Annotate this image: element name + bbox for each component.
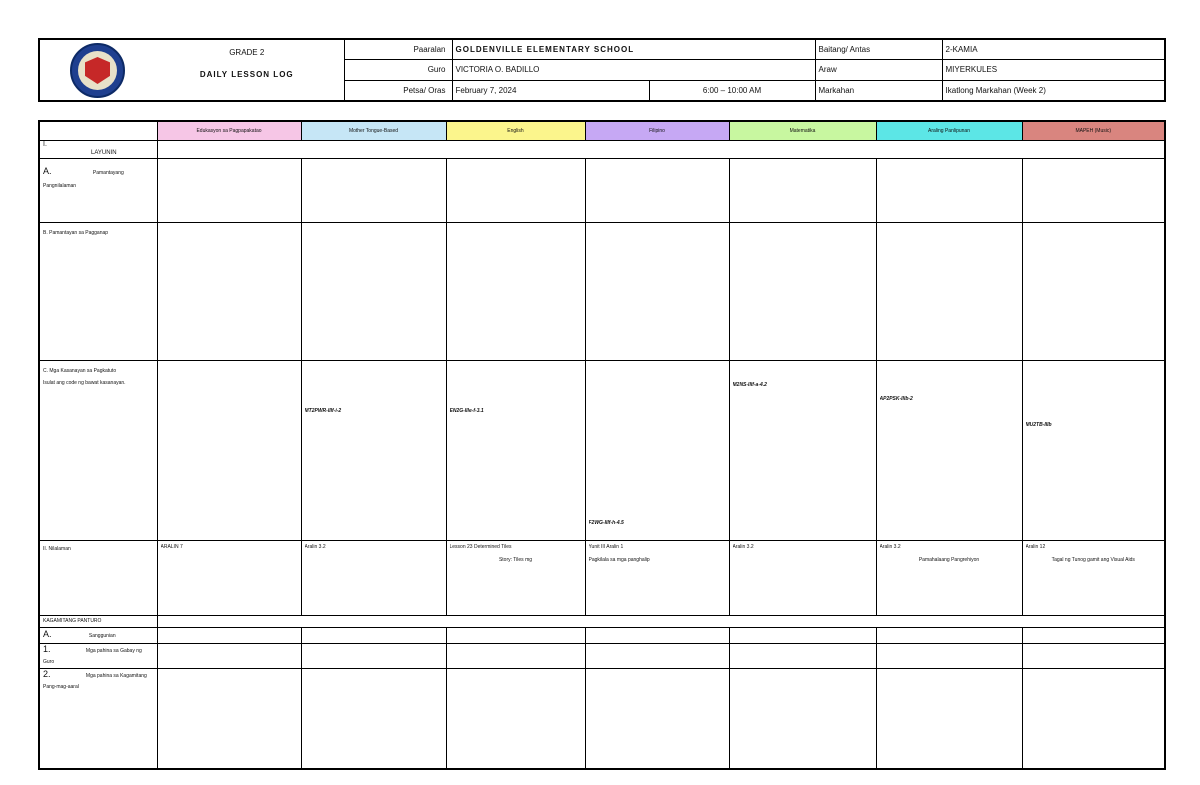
- cell-ap-c: [876, 361, 1022, 541]
- markahan-label: Markahan: [815, 80, 942, 101]
- layunin-heading: LAYUNIN: [91, 150, 117, 156]
- cell-mapeh-a: [1022, 159, 1165, 223]
- subject-english: English: [446, 121, 585, 141]
- baitang-label: Baitang/ Antas: [815, 39, 942, 60]
- cell-mtb-d: [301, 541, 446, 616]
- markahan-value: Ikatlong Markahan (Week 2): [942, 80, 1165, 101]
- cell-esp-b: [157, 223, 301, 361]
- cell-esp-c: [157, 361, 301, 541]
- cell-ap-a: [876, 159, 1022, 223]
- row-gabay-guro: [39, 644, 1165, 669]
- code-english: EN2G-IIIe-f-3.1: [449, 408, 484, 414]
- nilalaman-math-1: Aralin 3.2: [732, 544, 754, 550]
- cell-math-b: [729, 223, 876, 361]
- header-logo-cell: [39, 39, 344, 101]
- cell-mtb-b: [301, 223, 446, 361]
- gabay-num: 1.: [43, 644, 51, 654]
- cell-ap-d: [876, 541, 1022, 616]
- nilalaman-english-2: Story: Tiles mg: [498, 557, 533, 563]
- row-a-letter: A.: [43, 166, 52, 176]
- section-one-num: I.: [43, 141, 47, 148]
- grade-label: GRADE 2: [229, 48, 265, 57]
- cell-filipino-a: [585, 159, 729, 223]
- gabay-label: Mga pahina sa Gabay ng Guro: [43, 648, 142, 665]
- nilalaman-filipino-1: Yunit III Aralin 1: [588, 544, 624, 550]
- subject-esp: Edukasyon sa Pagpapakatao: [157, 121, 301, 141]
- code-mapeh: MU2TB-IIIb: [1025, 422, 1052, 428]
- cell-esp-d: [157, 541, 301, 616]
- cell-english-c: [446, 361, 585, 541]
- cell-math-c: [729, 361, 876, 541]
- cell-filipino-d: [585, 541, 729, 616]
- cell-mapeh-d: [1022, 541, 1165, 616]
- code-filipino: F2WG-IIIf-h-4.5: [588, 520, 624, 526]
- cell-mapeh-c: [1022, 361, 1165, 541]
- row-sanggunian: [39, 628, 1165, 644]
- araw-label: Araw: [815, 60, 942, 80]
- cell-filipino-b: [585, 223, 729, 361]
- subject-math: Matematika: [729, 121, 876, 141]
- baitang-value: 2-KAMIA: [942, 39, 1165, 60]
- subject-header-row: [39, 121, 1165, 141]
- doc-title: DAILY LESSON LOG: [199, 70, 294, 79]
- row-d-title: II. Nilalaman: [39, 541, 157, 616]
- cell-mapeh-b: [1022, 223, 1165, 361]
- cell-ap-b: [876, 223, 1022, 361]
- araw-value: MIYERKULES: [942, 60, 1165, 80]
- nilalaman-ap-1: Aralin 3.2: [879, 544, 901, 550]
- row-nilalaman: [39, 541, 1165, 616]
- nilalaman-filipino-2: Pagkilala sa mga panghalip: [588, 557, 650, 563]
- oras-value: 6:00 – 10:00 AM: [649, 80, 815, 101]
- lesson-table: [38, 120, 1166, 770]
- guro-value: VICTORIA O. BADILLO: [452, 60, 815, 80]
- row-pamantayang-pangnilalaman: [39, 159, 1165, 223]
- nilalaman-esp-1: ARALIN 7: [160, 544, 183, 550]
- cell-filipino-c: [585, 361, 729, 541]
- subject-mapeh: MAPEH (Music): [1022, 121, 1165, 141]
- cell-math-a: [729, 159, 876, 223]
- nilalaman-english-1: Lesson 23 Determined Tiles: [449, 544, 512, 550]
- cell-english-d: [446, 541, 585, 616]
- petsa-value: February 7, 2024: [452, 80, 649, 101]
- paaralan-value: GOLDENVILLE ELEMENTARY SCHOOL: [452, 39, 815, 60]
- row-c-title: C. Mga Kasanayan sa Pagkatuto: [43, 368, 117, 374]
- layunin-row: [39, 141, 1165, 159]
- nilalaman-mapeh-1: Aralin 12: [1025, 544, 1046, 550]
- sanggunian-label: Sanggunian: [88, 633, 116, 639]
- code-mtb: MT2PWR-IIIf-i-2: [304, 408, 342, 414]
- header-table: [38, 38, 1166, 102]
- cell-mtb-c: [301, 361, 446, 541]
- row-kagamitang: [39, 616, 1165, 628]
- kagamitang-num: 2.: [43, 669, 51, 679]
- guro-label: Guro: [344, 60, 452, 80]
- row-pamantayan-sa-pagganap: [39, 223, 1165, 361]
- row-b-title: B. Pamantayan sa Pagganap: [39, 223, 157, 361]
- cell-esp-a: [157, 159, 301, 223]
- kagamitang-heading: KAGAMITANG PANTURO: [39, 616, 157, 628]
- petsa-label: Petsa/ Oras: [344, 80, 452, 101]
- paaralan-label: Paaralan: [344, 39, 452, 60]
- sanggunian-letter: A.: [43, 629, 52, 639]
- subject-filipino: Filipino: [585, 121, 729, 141]
- row-kasanayan: [39, 361, 1165, 541]
- code-ap: AP2PSK-IIIb-2: [879, 396, 913, 402]
- cell-math-d: [729, 541, 876, 616]
- nilalaman-ap-2: Pamahalaang Pangrehiyon: [918, 557, 980, 563]
- kagamitang-label: Mga pahina sa Kagamitang Pang-mag-aaral: [43, 673, 147, 690]
- cell-english-a: [446, 159, 585, 223]
- cell-english-b: [446, 223, 585, 361]
- nilalaman-mtb-1: Aralin 3.2: [304, 544, 326, 550]
- code-math: M2NS-IIIf-a-4.2: [732, 382, 767, 388]
- nilalaman-mapeh-2: Tagal ng Tunog gamit ang Visual Aids: [1051, 557, 1135, 563]
- deped-seal-logo: [70, 43, 125, 98]
- row-c-sub: Isulat ang code ng bawat kasanayan.: [43, 380, 126, 386]
- subject-ap: Araling Panlipunan: [876, 121, 1022, 141]
- cell-mtb-a: [301, 159, 446, 223]
- row-a-title: Pamantayang Pangnilalaman: [43, 170, 124, 189]
- subject-mtb: Mother Tongue-Based: [301, 121, 446, 141]
- row-kagamitang-mag-aaral: [39, 669, 1165, 769]
